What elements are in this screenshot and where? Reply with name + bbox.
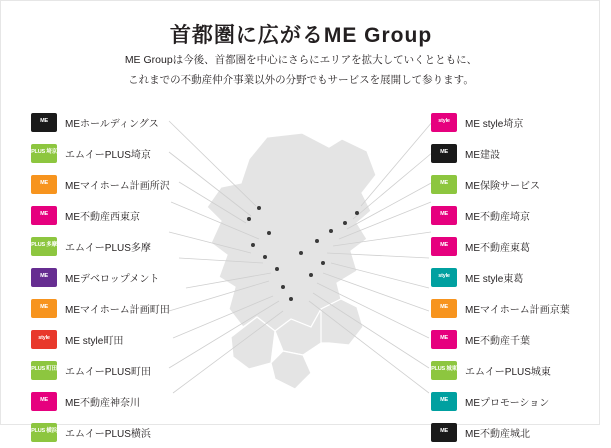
company-badge-icon: PLUS 埼京 [31,144,57,163]
company-badge-icon: style [431,268,457,287]
company-name: MEプロモーション [465,397,550,409]
company-name: エムイーPLUS多摩 [65,242,151,254]
company-badge-icon: ME [431,237,457,256]
list-item[interactable] [431,107,611,137]
company-name: ME不動産東葛 [465,242,530,254]
subtitle-line-1: ME Groupは今後、首都圏を中心にさらにエリアを拡大していくとともに、 [124,54,478,66]
list-item[interactable] [431,262,611,292]
page-title: 首都圏に広がるME Group [169,24,433,47]
subtitle-line-2: これまでの不動産仲介事業以外の分野でもサービスを展開して参ります。 [128,73,474,86]
list-item[interactable] [431,324,611,354]
company-badge-icon: PLUS 横浜 [31,423,57,442]
company-name: エムイーPLUS埼京 [65,149,151,161]
list-item[interactable] [31,386,211,416]
company-badge-icon: ME [431,423,457,442]
list-item[interactable] [31,169,211,199]
company-badge-icon: ME [31,392,57,411]
list-item[interactable] [431,200,611,230]
list-item[interactable] [31,200,211,230]
company-badge-icon: ME [31,206,57,225]
list-item[interactable] [31,355,211,385]
company-name: MEデベロップメント [65,273,160,285]
company-badge-icon: ME [431,392,457,411]
company-name: MEホールディングス [65,118,159,130]
list-item[interactable] [31,107,211,137]
company-badge-icon: ME [431,144,457,163]
company-badge-icon: ME [31,113,57,132]
company-name: エムイーPLUS横浜 [65,428,151,440]
company-name: ME建設 [465,149,500,161]
company-name: エムイーPLUS城東 [465,366,551,378]
company-name: ME不動産西東京 [65,211,140,223]
list-item[interactable] [31,231,211,261]
list-item[interactable] [31,293,211,323]
company-name: ME不動産神奈川 [65,397,140,409]
list-item[interactable] [431,386,611,416]
page-subtitle [1,51,601,91]
company-name: MEマイホーム計画京葉 [465,304,570,316]
company-name: ME不動産城北 [465,428,530,440]
company-name: ME style埼京 [465,118,524,130]
list-item[interactable] [31,324,211,354]
right-company-list [431,107,611,448]
company-name: ME style東葛 [465,273,524,285]
list-item[interactable] [431,169,611,199]
company-badge-icon: style [431,113,457,132]
company-badge-icon: ME [431,299,457,318]
company-name: ME不動産千葉 [465,335,530,347]
company-name: MEマイホーム計画所沢 [65,180,170,192]
company-name: ME不動産埼京 [465,211,530,223]
list-item[interactable] [31,417,211,447]
company-badge-icon: ME [431,206,457,225]
company-badge-icon: ME [31,268,57,287]
list-item[interactable] [31,138,211,168]
company-badge-icon: PLUS 町田 [31,361,57,380]
company-badge-icon: PLUS 城東 [431,361,457,380]
company-name: ME style町田 [65,335,124,347]
company-name: MEマイホーム計画町田 [65,304,170,316]
company-badge-icon: ME [31,299,57,318]
company-badge-icon: PLUS 多摩 [31,237,57,256]
company-badge-icon: ME [431,330,457,349]
list-item[interactable] [431,231,611,261]
company-badge-icon: ME [31,175,57,194]
left-company-list [31,107,211,448]
company-name: ME保険サービス [465,180,540,192]
company-badge-icon: style [31,330,57,349]
company-badge-icon: ME [431,175,457,194]
list-item[interactable] [431,417,611,447]
list-item[interactable] [31,262,211,292]
company-name: エムイーPLUS町田 [65,366,151,378]
list-item[interactable] [431,138,611,168]
list-item[interactable] [431,293,611,323]
list-item[interactable] [431,355,611,385]
